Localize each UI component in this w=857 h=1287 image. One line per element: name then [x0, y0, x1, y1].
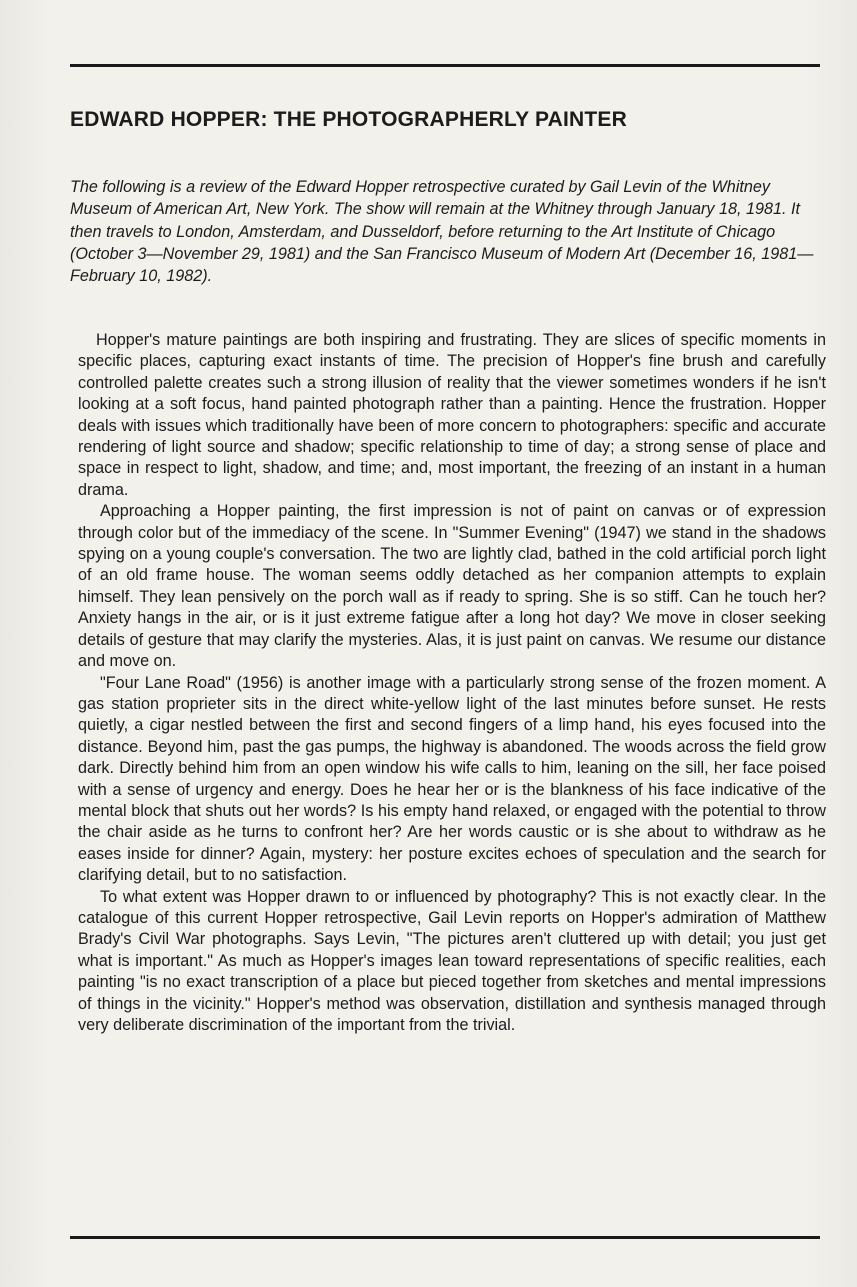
- body-paragraph: Hopper's mature paintings are both inspiring and frustrating. They are slices of specific moments in specific places, capturing exact instants of time. The precision of Hopper's fine brush and carefully controlled palette creates such a strong illusion of reality that the viewer sometimes wonders if he isn't looking at a soft focus, hand painted photograph rather than a painting. Hence the frustration. Hopper deals with issues which traditionally have been of more concern to photographers: specific and accurate rendering of light source and shadow; specific relationship to time of day; a strong sense of place and space in respect to light, shadow, and time; and, most important, the freezing of an instant in a human drama.: [78, 331, 826, 499]
- body-paragraph: To what extent was Hopper drawn to or influenced by photography? This is not exactly clear. In the catalogue of this current Hopper retrospective, Gail Levin reports on Hopper's admiration of Matthew Brady's Civil War photographs. Says Levin, "The pictures aren't cluttered up with detail; you just get what is important." As much as Hopper's images lean toward representations of specific realities, each painting "is no exact transcription of a place but pieced together from sketches and mental impressions of things in the vicinity." Hopper's method was observation, distillation and synthesis managed through very deliberate discrimination of the important from the trivial.: [78, 887, 826, 1034]
- body-paragraph: "Four Lane Road" (1956) is another image with a particularly strong sense of the frozen moment. A gas station proprieter sits in the direct white-yellow light of the last minutes before sunset. He rests quietly, a cigar nestled between the first and second fingers of a limp hand, his eyes focused into the distance. Beyond him, past the gas pumps, the highway is abandoned. The woods across the field grow dark. Directly behind him from an open window his wife calls to him, leaning on the sill, her face poised with a sense of urgency and energy. Does he hear her or is the blankness of his face indicative of the mental block that shuts out her words? Is his empty hand relaxed, or engaged with the potential to throw the chair aside as he turns to confront her? Are her words caustic or is she about to withdraw as he eases inside for dinner? Again, mystery: her posture excites echoes of speculation and the search for clarifying detail, but to no satisfaction.: [78, 673, 826, 885]
- top-divider: [70, 64, 820, 67]
- article-body: [78, 330, 826, 1036]
- bottom-divider: [70, 1236, 820, 1239]
- intro-note: The following is a review of the Edward Hopper retrospective curated by Gail Levin of the Whitney Museum of American Art, New York. The show will remain at the Whitney through January 18, 1981. It then travels to London, Amsterdam, and Dusseldorf, before returning to the Art Institute of Chicago (October 3—November 29, 1981) and the San Francisco Museum of Modern Art (December 16, 1981—February 10, 1982).: [70, 178, 814, 286]
- article-title: EDWARD HOPPER: THE PHOTOGRAPHERLY PAINTER: [70, 108, 627, 131]
- body-paragraph: Approaching a Hopper painting, the first impression is not of paint on canvas or of expression through color but of the immediacy of the scene. In "Summer Evening" (1947) we stand in the shadows spying on a young couple's conversation. The two are lightly clad, bathed in the cold artificial porch light of an old frame house. The woman seems oddly detached as her companion attempts to explain himself. They lean pensively on the porch wall as if ready to spring. She is so stiff. Can he touch her? Anxiety hangs in the air, or is it just extreme fatigue after a long hot day? We move in closer seeking details of gesture that may clarify the mysteries. Alas, it is just paint on canvas. We resume our distance and move on.: [78, 502, 826, 671]
